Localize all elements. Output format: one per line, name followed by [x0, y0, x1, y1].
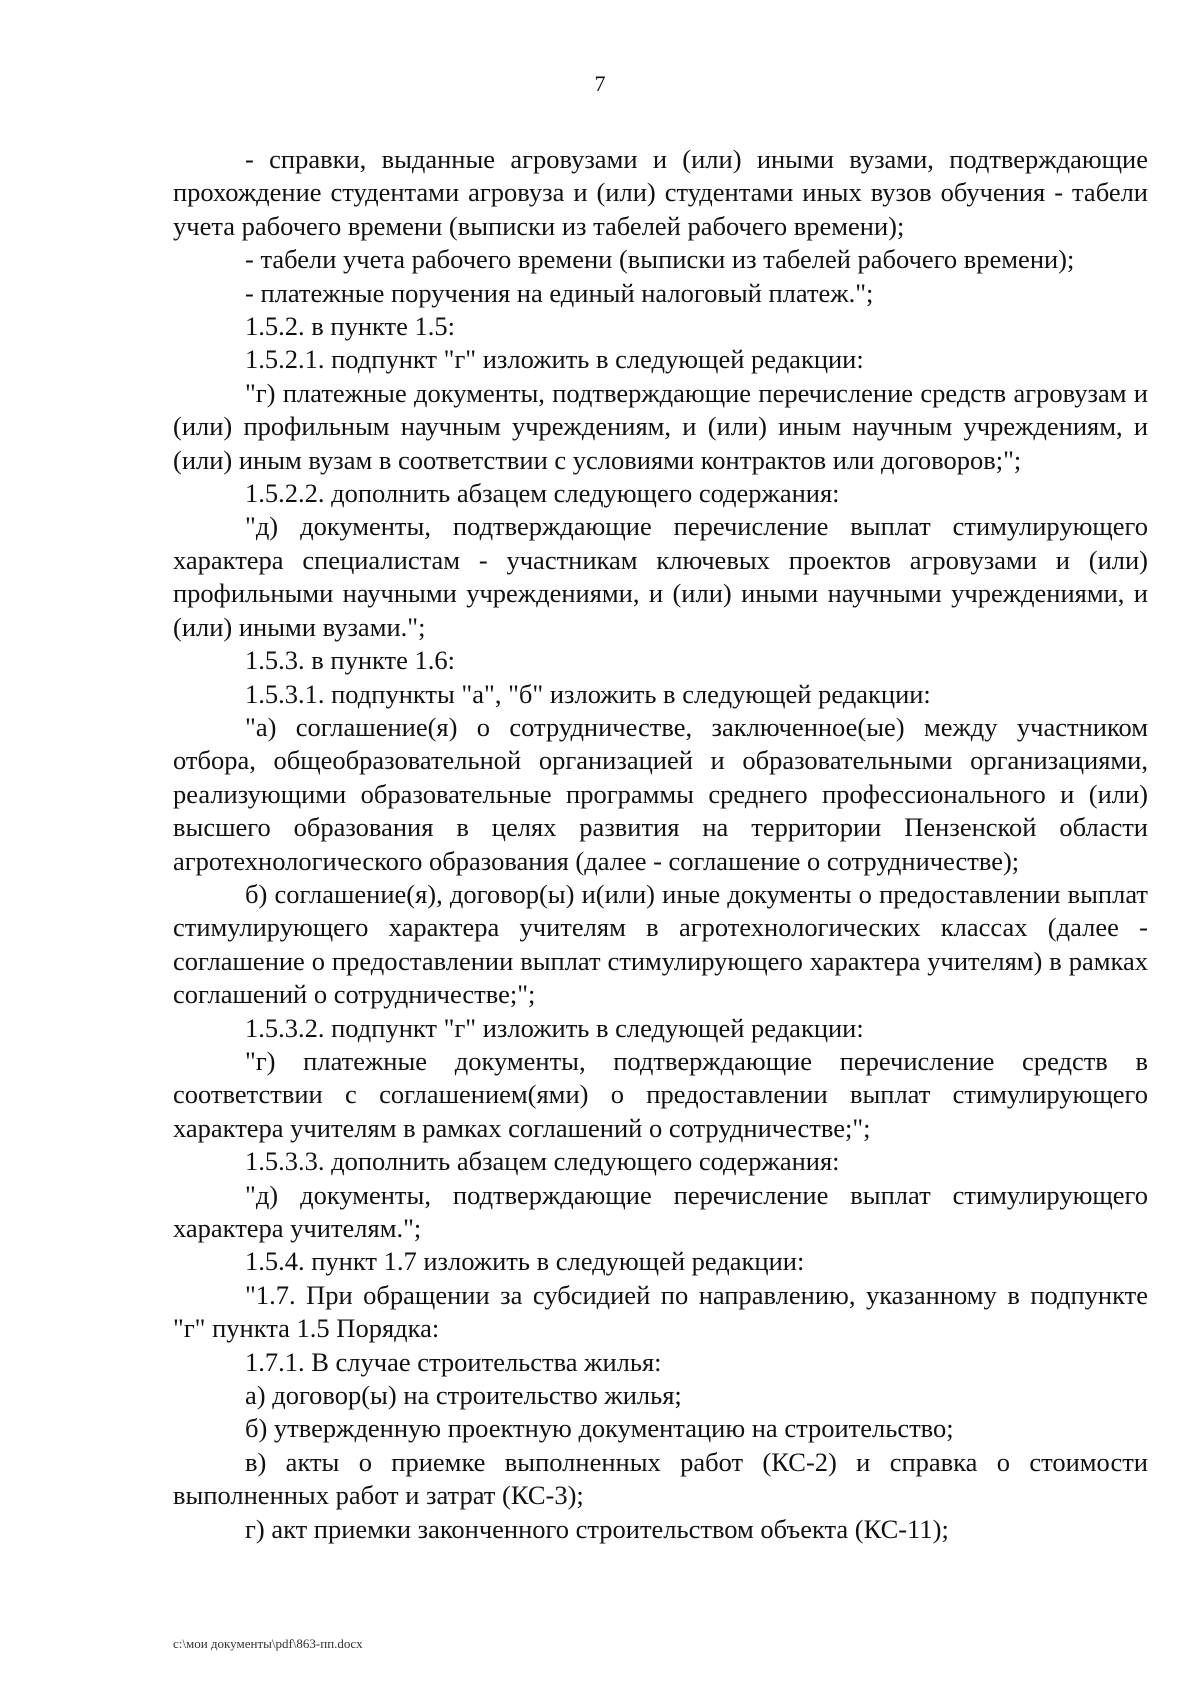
paragraph: 1.7.1. В случае строительства жилья: — [245, 1346, 662, 1377]
paragraph: а) договор(ы) на строительство жилья; — [245, 1380, 682, 1411]
paragraph: - платежные поручения на единый налоговый платеж."; — [245, 277, 874, 308]
paragraph: г) акт приемки законченного строительством объекта (КС-11); — [245, 1513, 949, 1544]
paragraph: "1.7. При обращении за субсидией по направлению, указанному в подпункте "г" пункта 1.5 Порядка: — [173, 1279, 1148, 1344]
paragraph: 1.5.3. в пункте 1.6: — [245, 645, 455, 676]
paragraph: 1.5.3.1. подпункты "а", "б" изложить в следующей редакции: — [245, 678, 931, 709]
paragraph: "д) документы, подтверждающие перечисление выплат стимулирующего характера учителям."; — [173, 1179, 1148, 1243]
paragraph: 1.5.3.2. подпункт "г" изложить в следующей редакции: — [245, 1012, 864, 1043]
paragraph: 1.5.2. в пункте 1.5: — [245, 311, 455, 342]
document-body — [173, 143, 1148, 1546]
paragraph: "д) документы, подтверждающие перечисление выплат стимулирующего характера специалистам - участникам ключевых проектов агровузами и (или) профильными научными учреждениями, и (или) иными научными учреждениями, и (или) иными вузами."; — [173, 511, 1148, 642]
paragraph: "г) платежные документы, подтверждающие перечисление средств в соответствии с соглашением(ями) о предоставлении выплат стимулирующего характера учителям в рамках соглашений о сотрудничестве;"; — [173, 1045, 1148, 1143]
page-number: 7 — [594, 71, 606, 96]
paragraph: б) утвержденную проектную документацию на строительство; — [245, 1413, 954, 1444]
paragraph: в) акты о приемке выполненных работ (КС-2) и справка о стоимости выполненных работ и затрат (КС-3); — [173, 1446, 1148, 1511]
paragraph: 1.5.4. пункт 1.7 изложить в следующей редакции: — [245, 1246, 805, 1277]
paragraph: "а) соглашение(я) о сотрудничестве, заключенное(ые) между участником отбора, общеобразовательной организацией и образовательными организациями, реализующими образовательные программы среднего профессионального и (или) высшего образования в целях развития на территории Пензенской области агротехнологического образования (далее - соглашение о сотрудничестве); — [173, 711, 1148, 876]
paragraph: - справки, выданные агровузами и (или) иными вузами, подтверждающие прохождение студентами агровуза и (или) студентами иных вузов обучения - табели учета рабочего времени (выписки из табелей рабочего времени); — [173, 144, 1148, 241]
file-path-footer: c:\мои документы\pdf\863-пп.docx — [173, 1636, 363, 1651]
paragraph: 1.5.3.3. дополнить абзацем следующего содержания: — [245, 1146, 840, 1177]
paragraph: 1.5.2.2. дополнить абзацем следующего содержания: — [245, 478, 840, 509]
paragraph: б) соглашение(я), договор(ы) и(или) иные документы о предоставлении выплат стимулирующего характера учителям в агротехнологических классах (далее - соглашение о предоставлении выплат стимулирующего характера учителям) в рамках соглашений о сотрудничестве;"; — [173, 878, 1148, 1010]
paragraph: - табели учета рабочего времени (выписки из табелей рабочего времени); — [245, 244, 1075, 275]
paragraph: "г) платежные документы, подтверждающие перечисление средств агровузам и (или) профильным научным учреждениям, и (или) иным научным учреждениям, и (или) иным вузам в соответствии с условиями контрактов или договоров;"; — [173, 377, 1148, 475]
paragraph: 1.5.2.1. подпункт "г" изложить в следующей редакции: — [245, 344, 864, 375]
